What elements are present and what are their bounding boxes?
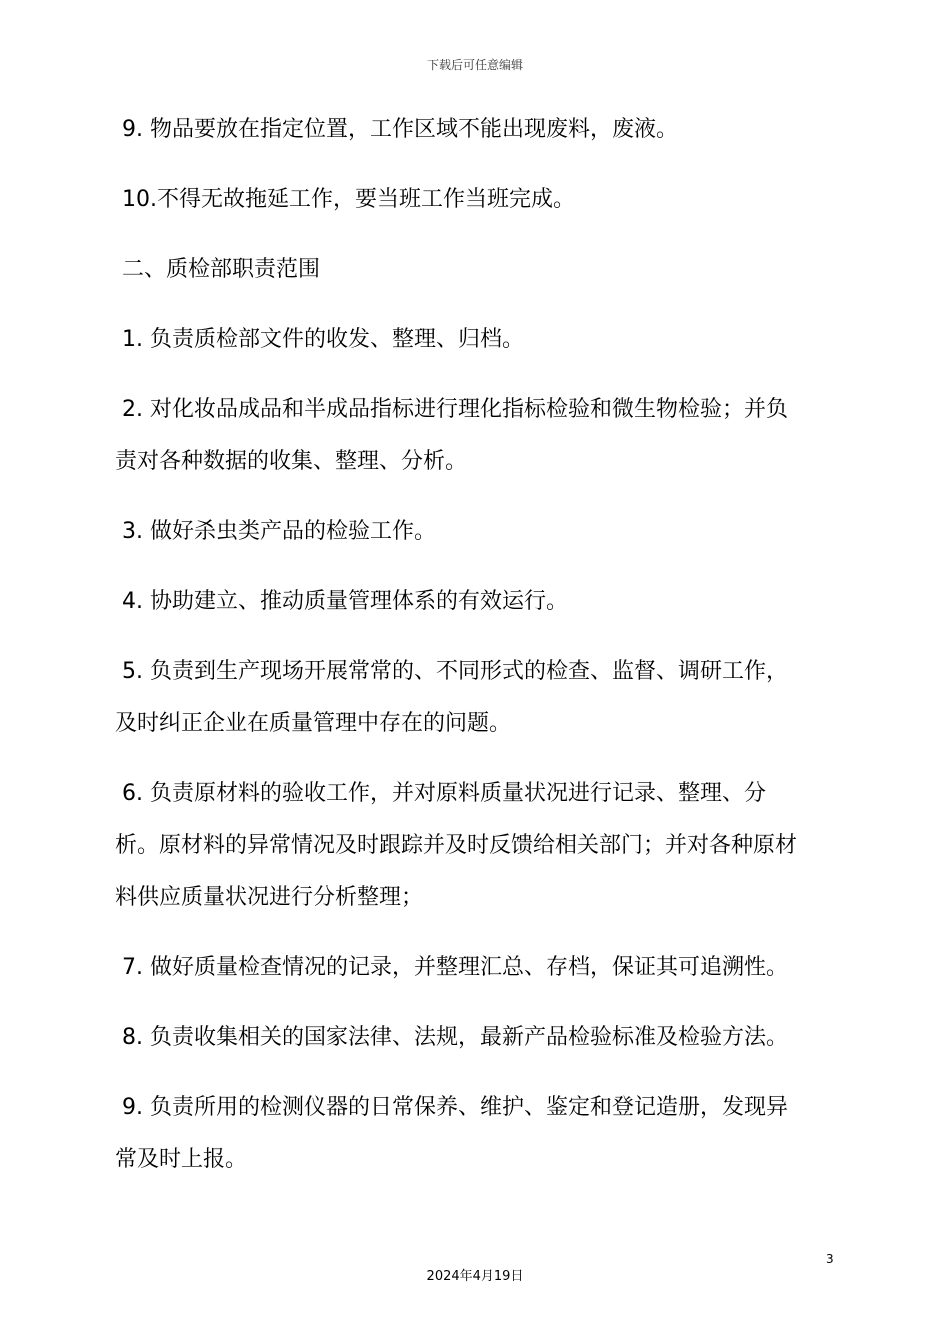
paragraph-line: 4. 协助建立、推动质量管理体系的有效运行。: [122, 589, 568, 614]
paragraph-line: 10.不得无故拖延工作，要当班工作当班完成。: [122, 187, 575, 212]
duty-item-2: [115, 392, 835, 480]
paragraph-line: 析。原材料的异常情况及时跟踪并及时反馈给相关部门；并对各种原材: [115, 833, 798, 858]
paragraph-line: 及时纠正企业在质量管理中存在的问题。: [115, 711, 512, 736]
paragraph-line: 责对各种数据的收集、整理、分析。: [115, 449, 468, 474]
paragraph-rule-9: [115, 112, 835, 148]
footer-date: 2024年4月19日: [426, 1269, 524, 1284]
duty-item-1: [115, 322, 835, 358]
page-number: 3: [826, 1252, 834, 1266]
paragraph-line: 5. 负责到生产现场开展常常的、不同形式的检查、监督、调研工作，: [122, 659, 788, 684]
duty-item-5: [115, 654, 835, 742]
duty-item-7: [115, 950, 835, 986]
duty-item-8: [115, 1020, 835, 1056]
duty-item-9: [115, 1090, 835, 1178]
duty-item-6: [115, 776, 835, 916]
paragraph-line: 1. 负责质检部文件的收发、整理、归档。: [122, 327, 524, 352]
section-heading: [115, 252, 835, 288]
paragraph-line: 3. 做好杀虫类产品的检验工作。: [122, 519, 436, 544]
paragraph-line: 9. 负责所用的检测仪器的日常保养、维护、鉴定和登记造册，发现异: [122, 1095, 788, 1120]
paragraph-line: 6. 负责原材料的验收工作，并对原料质量状况进行记录、整理、分: [122, 781, 766, 806]
paragraph-line: 9. 物品要放在指定位置，工作区域不能出现废料，废液。: [122, 117, 678, 142]
paragraph-line: 料供应质量状况进行分析整理；: [115, 885, 424, 910]
duty-item-4: [115, 584, 835, 620]
duty-item-3: [115, 514, 835, 550]
section-heading-text: 二、质检部职责范围: [122, 257, 321, 282]
paragraph-line: 7. 做好质量检查情况的记录，并整理汇总、存档，保证其可追溯性。: [122, 955, 788, 980]
paragraph-line: 常及时上报。: [115, 1147, 248, 1172]
paragraph-rule-10: [115, 182, 835, 218]
paragraph-line: 2. 对化妆品成品和半成品指标进行理化指标检验和微生物检验；并负: [122, 397, 788, 422]
page-header: 下载后可任意编辑: [426, 58, 523, 72]
document-body: [115, 112, 835, 1212]
paragraph-line: 8. 负责收集相关的国家法律、法规，最新产品检验标准及检验方法。: [122, 1025, 788, 1050]
